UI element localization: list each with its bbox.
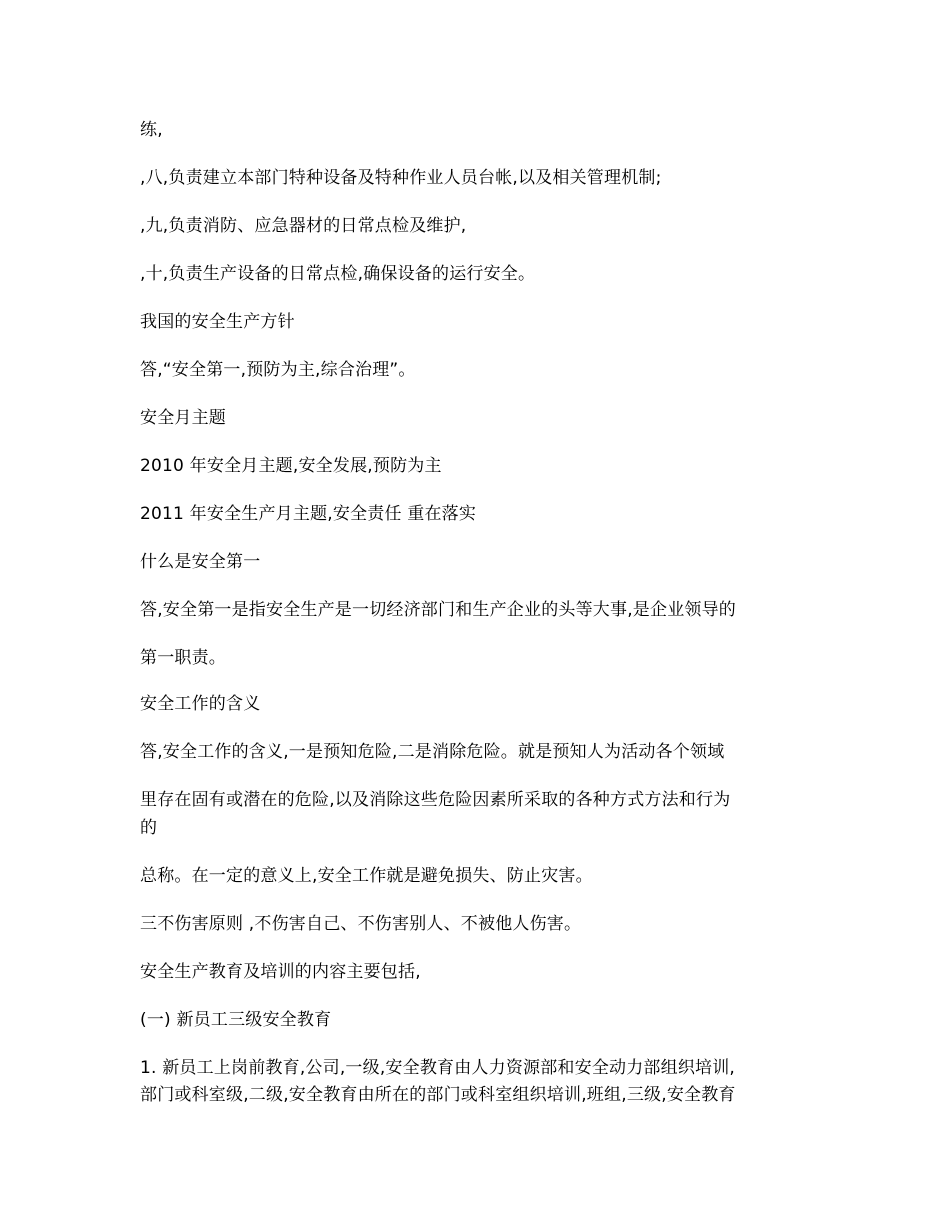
answer-safety-policy: 答,“安全第一,预防为主,综合治理”。 [140,360,416,380]
text-2011-theme: 2011 年安全生产月主题,安全责任 重在落实 [140,504,477,524]
text-new-employee-2: 部门或科室级,二级,安全教育由所在的部门或科室组织培训,班组,三级,安全教育 [140,1085,736,1105]
answer-safety-work-1: 答,安全工作的含义,一是预知危险,二是消除危险。就是预知人为活动各个领域 [140,742,725,762]
answer-safety-work-2: 里存在固有或潜在的危险,以及消除这些危险因素所采取的各种方式方法和行为 [140,790,731,810]
heading-safety-work-meaning: 安全工作的含义 [140,694,261,714]
heading-training-content: 安全生产教育及培训的内容主要包括, [140,962,421,982]
subheading-new-employee-education: (一) 新员工三级安全教育 [140,1010,332,1030]
answer-safety-work-4: 总称。在一定的意义上,安全工作就是避免损失、防止灾害。 [140,866,593,886]
three-no-harm-principle: 三不伤害原则 ,不伤害自己、不伤害别人、不被他人伤害。 [140,914,582,934]
text-new-employee-1: 1. 新员工上岗前教育,公司,一级,安全教育由人力资源部和安全动力部组织培训, [140,1058,736,1078]
document-page [140,0,830,1230]
answer-safety-first-2: 第一职责。 [140,648,226,668]
text-2010-theme: 2010 年安全月主题,安全发展,预防为主 [140,456,442,476]
answer-safety-work-3: 的 [140,818,158,838]
text-line-4: ,十,负责生产设备的日常点检,确保设备的运行安全。 [140,264,536,284]
heading-safety-policy: 我国的安全生产方针 [140,312,295,332]
text-line-2: ,八,负责建立本部门特种设备及特种作业人员台帐,以及相关管理机制; [140,168,662,188]
answer-safety-first-1: 答,安全第一是指安全生产是一切经济部门和生产企业的头等大事,是企业领导的 [140,600,737,620]
heading-safety-month: 安全月主题 [140,408,226,428]
text-line-1: 练, [140,120,163,140]
heading-safety-first: 什么是安全第一 [140,552,261,572]
text-line-3: ,九,负责消防、应急器材的日常点检及维护, [140,216,467,236]
